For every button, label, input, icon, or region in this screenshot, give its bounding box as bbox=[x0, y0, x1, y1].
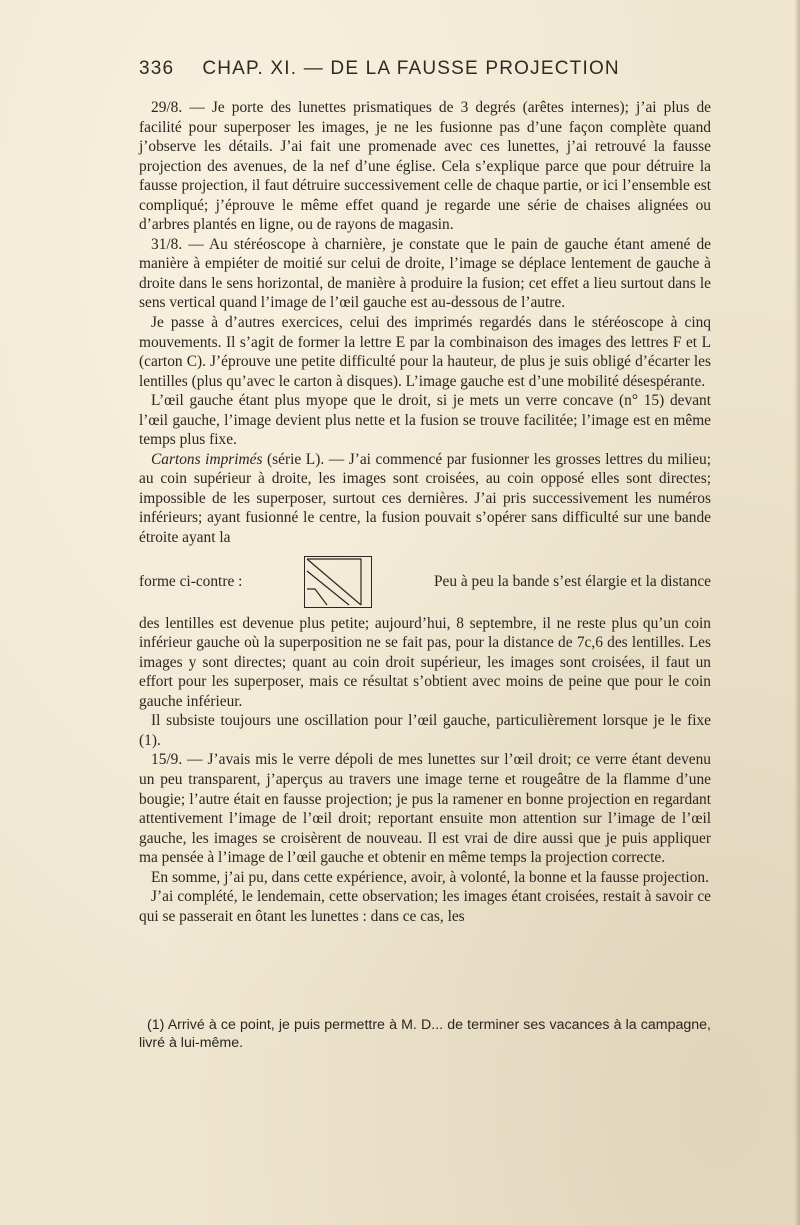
figure-row bbox=[139, 554, 711, 610]
paragraph: L’œil gauche étant plus myope que le droit, si je mets un verre concave (n° 15) devant l’œil gauche, l’image devient plus nette et la fusion se trouve facilitée; l’image est en même temps plus fixe. bbox=[139, 392, 711, 449]
body-text bbox=[139, 98, 711, 926]
figure-left-text: forme ci-contre : bbox=[139, 572, 243, 590]
paragraph-cartons bbox=[139, 450, 711, 548]
footnote-text: (1) Arrivé à ce point, je puis permettre à M. D... de terminer ses vacances à la campagne, livré à lui-même. bbox=[139, 1017, 711, 1051]
figure-right-text: Peu à peu la bande s’est élargie et la distance bbox=[433, 572, 711, 590]
paragraph: Je passe à d’autres exercices, celui des imprimés regardés dans le stéréoscope à cinq mouvements. Il s’agit de former la lettre E par la combinaison des images des lettres F et L (carton C). J’éprouve une petite difficulté pour la hauteur, de plus je suis obligé d’écarter les lentilles (plus qu’avec le carton à disques). L’image gauche est d’une mobilité désespérante. bbox=[139, 314, 711, 390]
paragraph: En somme, j’ai pu, dans cette expérience, avoir, à volonté, la bonne et la fausse projection. bbox=[151, 868, 709, 886]
paragraph: des lentilles est devenue plus petite; aujourd’hui, 8 septembre, il ne reste plus qu’un coin inférieur gauche où la superposition ne se fait pas, pour la distance de 7c,6 des lentilles. Les images y sont directes; quant au coin droit supérieur, les images sont croisées, il faut un effort pour les superposer, mais ce résultat s’obtient avec moins de peine que pour le coin gauche inférieur. bbox=[139, 614, 711, 710]
chapter-title: CHAP. XI. — DE LA FAUSSE PROJECTION bbox=[202, 58, 620, 79]
paragraph: Il subsiste toujours une oscillation pour l’œil gauche, particulièrement lorsque je le fixe (1). bbox=[139, 712, 711, 749]
cartons-text: (série L). — J’ai commencé par fusionner les grosses lettres du milieu; au coin supérieur à droite, les images sont croisées, au coin opposé elles sont directes; impossible de les superposer, surtout ces dernières. J’ai pris successivement les numéros inférieurs; ayant fusionné le centre, la fusion pouvait s’opérer sans difficulté sur une bande étroite ayant la bbox=[139, 450, 711, 547]
page-number: 336 bbox=[139, 58, 175, 79]
paragraph: J’ai complété, le lendemain, cette observation; les images étant croisées, restait à savoir ce qui se passerait en ôtant les lunettes : dans ce cas, les bbox=[139, 888, 711, 925]
italic-lead: Cartons imprimés bbox=[151, 450, 263, 468]
paragraph: 31/8. — Au stéréoscope à charnière, je constate que le pain de gauche étant amené de manière à empiéter de moitié sur celui de droite, l’image se déplace lentement de gauche à droite dans le sens horizontal, de manière à produire la fusion; cet effet a lieu surtout dans le sens vertical quand l’image de l’œil gauche est au-dessous de l’autre. bbox=[139, 235, 711, 312]
footnote bbox=[139, 1016, 711, 1052]
paragraph: 15/9. — J’avais mis le verre dépoli de mes lunettes sur l’œil droit; ce verre étant devenu un peu transparent, j’aperçus au travers une image terne et rougeâtre de la flamme d’une bougie; l’autre était en fausse projection; je pus la ramener en bonne projection en regardant attentivement l’image de l’œil droit; reportant ensuite mon attention sur l’image de l’œil gauche, les images se croisèrent de nouveau. Il est vrai de dire aussi que je puis appliquer ma pensée à l’image de l’œil gauche et obtenir en même temps la projection correcte. bbox=[139, 751, 711, 867]
band-diagram bbox=[304, 556, 372, 608]
page-edge-shadow bbox=[794, 0, 800, 1225]
paragraph: 29/8. — Je porte des lunettes prismatiques de 3 degrés (arêtes internes); j’ai plus de facilité pour superposer les images, je ne les fusionne pas d’une façon complète quand j’observe les détails. J’ai fait une promenade avec ces lunettes, j’ai retrouvé la fausse projection des avenues, de la nef d’une église. Cela s’explique parce que pour détruire la fausse projection, il faut détruire successivement celle de chaque partie, or ici l’ensemble est compliqué; j’éprouve le même effet quand je regarde une série de chaises alignées ou d’arbres plantés en ligne, ou de rayons de magasin. bbox=[139, 99, 711, 234]
running-header bbox=[139, 58, 699, 80]
